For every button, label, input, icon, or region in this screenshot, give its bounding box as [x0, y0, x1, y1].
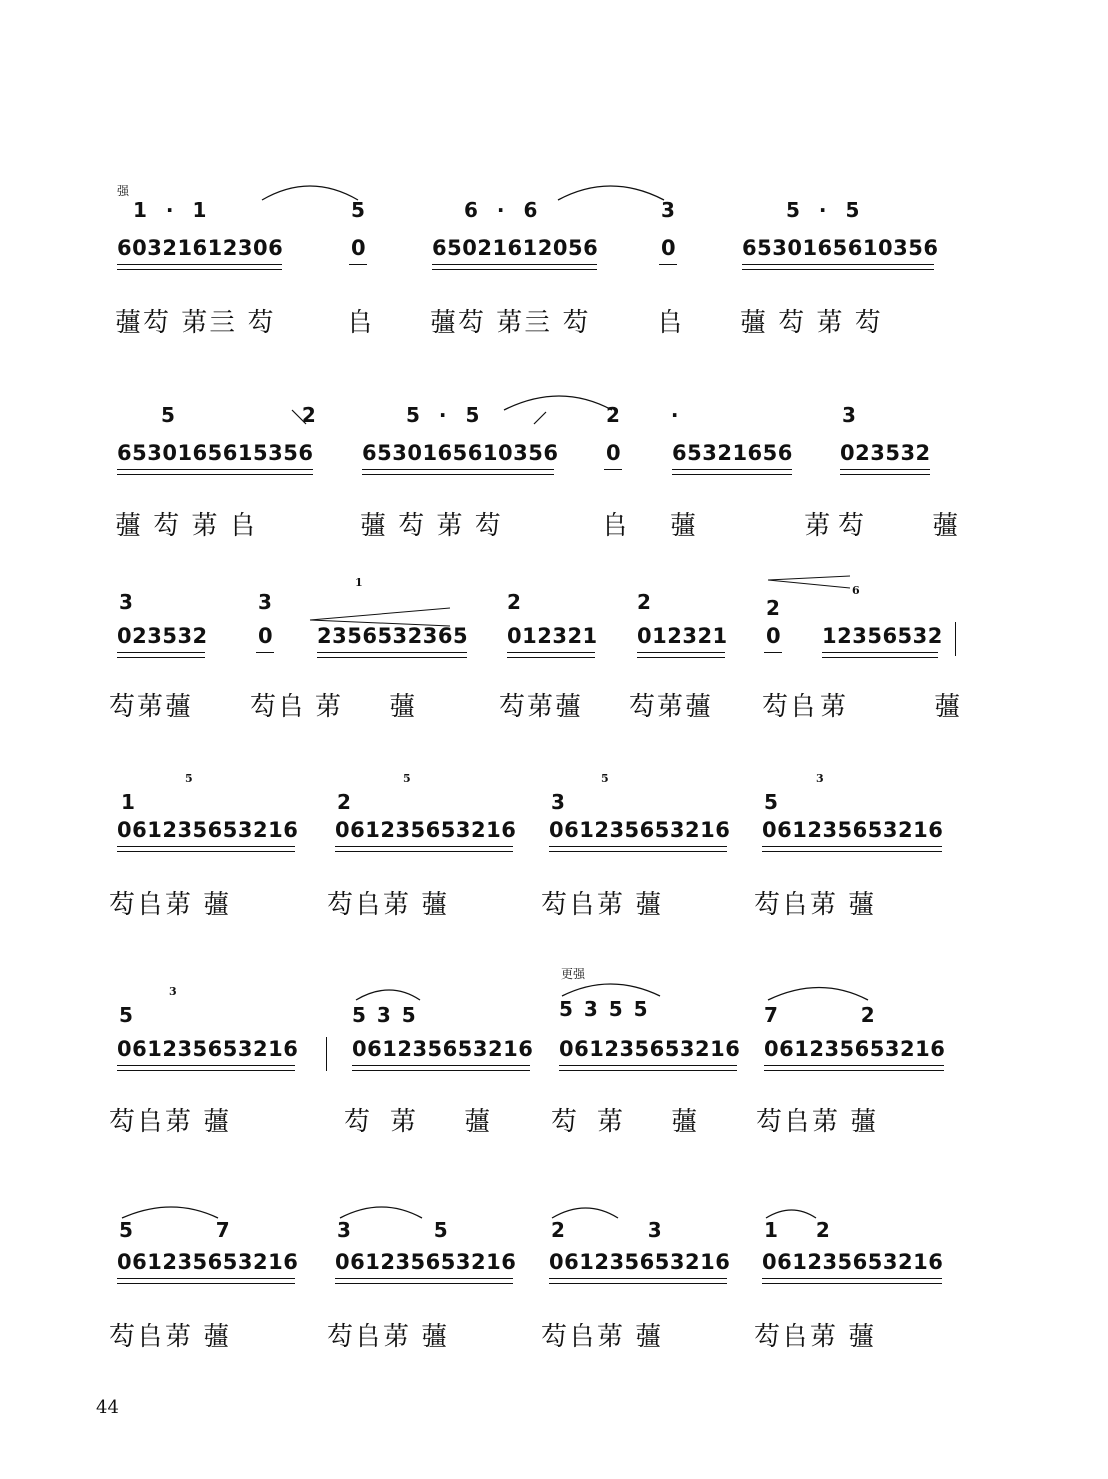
tablature: 芶苐䕬 — [499, 692, 584, 722]
accompaniment-notes: 061235653216 — [762, 1250, 944, 1274]
slur — [122, 1207, 218, 1218]
melody-notes: 5 3 5 — [352, 1003, 418, 1027]
melody-notes: 5 — [764, 790, 784, 814]
hairpin — [310, 608, 450, 626]
accompaniment-notes: 061235653216 — [352, 1037, 534, 1061]
tablature: 芶𠂤苐 䕬 — [109, 1107, 232, 1137]
tablature: 芶𠂤苐 䕬 — [109, 890, 232, 920]
melody-notes: 6 · 6 — [464, 198, 544, 222]
accompaniment-notes: 65321656 — [672, 441, 793, 465]
accompaniment-notes: 061235653216 — [335, 1250, 517, 1274]
tablature: 䕬 苐 — [670, 511, 881, 541]
accompaniment-notes: 061235653216 — [762, 818, 944, 842]
page-number: 44 — [96, 1397, 119, 1418]
melody-notes: 3 — [258, 590, 278, 614]
grace-note: 6 — [852, 584, 860, 597]
melody-notes: 2 — [337, 790, 357, 814]
melody-notes: 7 2 — [764, 1003, 883, 1027]
accompaniment-notes: 12356532 — [822, 624, 943, 648]
melody-notes: 3 — [119, 590, 139, 614]
tablature: 芶苐 䕬 — [344, 1107, 511, 1137]
tablature: 𠂤 — [347, 308, 376, 338]
accompaniment-notes: 0 — [766, 624, 782, 648]
grace-note: 3 — [169, 985, 177, 998]
grace-note: 3 — [816, 772, 824, 785]
accompaniment-notes: 061235653216 — [117, 1037, 299, 1061]
grace-note: 5 — [185, 772, 193, 785]
melody-notes: 5 2 — [161, 403, 376, 427]
tablature: 芶𠂤苐 䕬 — [327, 890, 450, 920]
arrow — [292, 410, 306, 424]
melody-notes: 5 3 5 5 — [559, 997, 650, 1021]
slur — [562, 984, 660, 996]
accompaniment-notes: 023532 — [840, 441, 931, 465]
grace-note: 5 — [403, 772, 411, 785]
grace-note: 1 — [355, 576, 363, 589]
tablature: 芶𠂤苐 䕬 — [541, 890, 664, 920]
melody-notes: 1 2 — [764, 1218, 838, 1242]
dynamic-marking: 强 — [117, 184, 130, 198]
accompaniment-notes: 061235653216 — [117, 818, 299, 842]
slur — [504, 396, 612, 410]
tablature: 芶苐 䕬 — [551, 1107, 718, 1137]
tablature: 芶𠂤苐 䕬 — [754, 890, 877, 920]
slur — [340, 1207, 422, 1218]
accompaniment-notes: 061235653216 — [549, 1250, 731, 1274]
tablature: 芶𠂤苐 䕬 — [327, 1322, 450, 1352]
hairpin — [768, 576, 850, 588]
melody-notes: 2 · — [606, 403, 701, 427]
slur — [768, 988, 868, 1001]
accompaniment-notes: 0 — [661, 236, 677, 260]
slur — [552, 1208, 618, 1218]
accompaniment-notes: 6530165615356 — [117, 441, 314, 465]
melody-notes: 5 7 — [119, 1218, 238, 1242]
accompaniment-notes: 061235653216 — [559, 1037, 741, 1061]
accompaniment-notes: 061235653216 — [764, 1037, 946, 1061]
tablature: 䕬芶 苐亖 芶 — [115, 308, 276, 338]
tablature: 芶𠂤 — [762, 692, 819, 722]
grace-note: 5 — [601, 772, 609, 785]
accompaniment-notes: 65021612056 — [432, 236, 599, 260]
melody-notes: 2 — [507, 590, 527, 614]
accompaniment-notes: 0 — [258, 624, 274, 648]
tablature: 芶苐䕬 — [629, 692, 714, 722]
tablature: 芶 䕬 — [838, 511, 989, 541]
melody-notes: 2 3 — [551, 1218, 670, 1242]
melody-notes: 5 — [351, 198, 371, 222]
tablature: 芶𠂤苐 䕬 — [109, 1322, 232, 1352]
melody-notes: 3 5 — [337, 1218, 456, 1242]
slur — [766, 1210, 816, 1218]
tablature: 𠂤 — [602, 511, 631, 541]
melody-notes: 5 — [119, 1003, 139, 1027]
accompaniment-notes: 0 — [351, 236, 367, 260]
melody-notes: 5 · 5 — [786, 198, 866, 222]
tablature: 芶𠂤苐 䕬 — [541, 1322, 664, 1352]
tablature: 芶𠂤苐 䕬 — [756, 1107, 879, 1137]
accompaniment-notes: 023532 — [117, 624, 208, 648]
tablature: 芶苐䕬 — [109, 692, 194, 722]
accompaniment-notes: 061235653216 — [549, 818, 731, 842]
melody-notes: 3 — [661, 198, 681, 222]
tablature: 𠂤 — [657, 308, 686, 338]
melody-notes: 2 — [766, 596, 786, 620]
accompaniment-notes: 60321612306 — [117, 236, 284, 260]
melody-notes: 1 · 1 — [133, 198, 213, 222]
melody-notes: 1 — [121, 790, 141, 814]
tablature: 苐 䕬 — [315, 692, 436, 722]
arrow — [534, 412, 546, 424]
dynamic-marking: 更强 — [561, 967, 586, 981]
tablature: 䕬 芶 苐 𠂤 — [115, 511, 258, 541]
melody-notes: 3 — [842, 403, 862, 427]
accompaniment-notes: 6530165610356 — [362, 441, 559, 465]
slur — [262, 186, 358, 200]
tablature: 䕬 芶 苐 芶 — [740, 308, 883, 338]
tablature: 芶𠂤 — [250, 692, 307, 722]
tablature: 苐 䕬 — [820, 692, 1001, 722]
accompaniment-notes: 6530165610356 — [742, 236, 939, 260]
melody-notes: 2 — [637, 590, 657, 614]
melody-notes: 3 — [551, 790, 571, 814]
slur — [356, 990, 420, 1000]
accompaniment-notes: 0 — [606, 441, 622, 465]
tablature: 䕬 芶 苐 芶 — [360, 511, 503, 541]
tablature: 芶𠂤苐 䕬 — [754, 1322, 877, 1352]
tablature: 䕬芶 苐亖 芶 — [430, 308, 591, 338]
melody-notes: 5 · 5 — [406, 403, 486, 427]
accompaniment-notes: 012321 — [507, 624, 598, 648]
accompaniment-notes: 061235653216 — [335, 818, 517, 842]
accompaniment-notes: 012321 — [637, 624, 728, 648]
accompaniment-notes: 2356532365 — [317, 624, 469, 648]
slur — [558, 186, 664, 200]
accompaniment-notes: 061235653216 — [117, 1250, 299, 1274]
